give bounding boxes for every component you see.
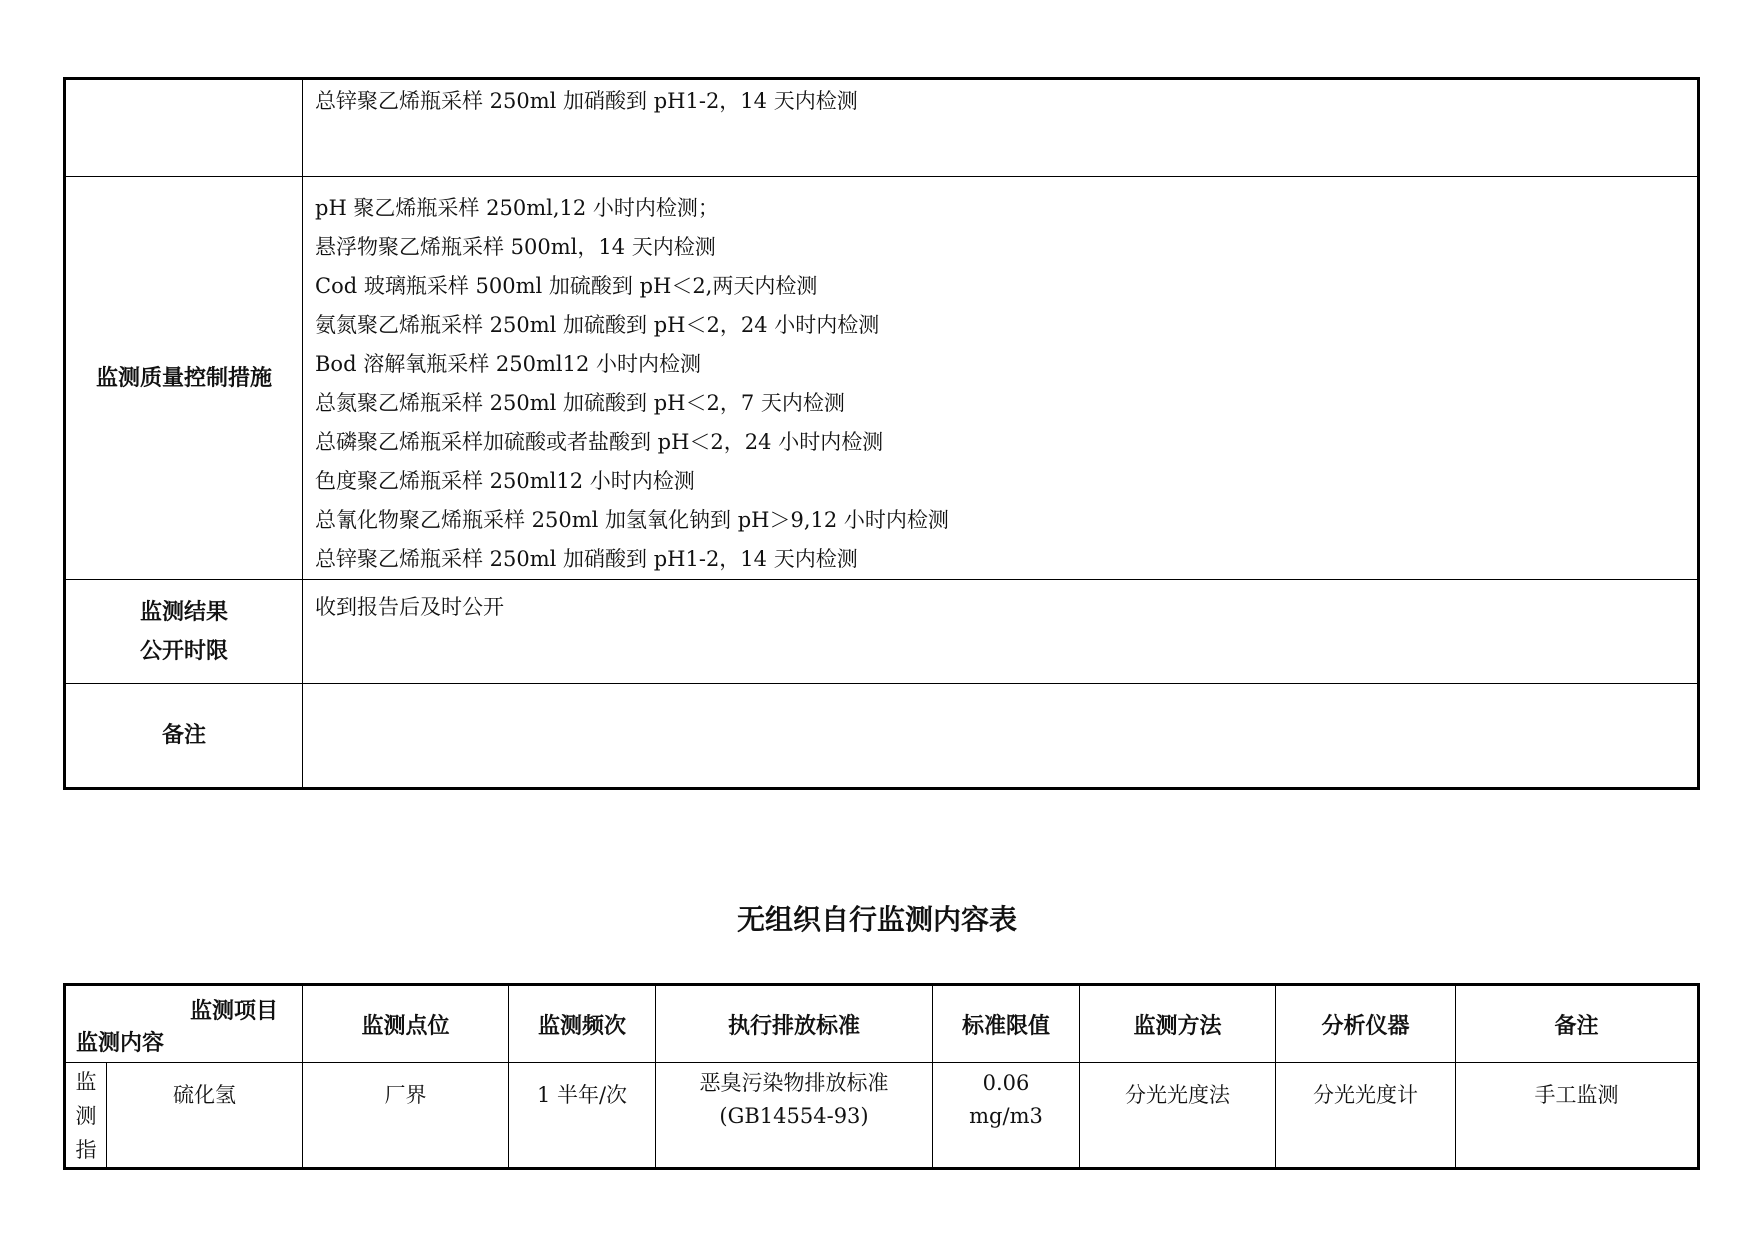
cell-frequency: 1 半年/次 bbox=[509, 1063, 656, 1169]
header-method: 监测方法 bbox=[1080, 985, 1276, 1063]
publication-content bbox=[303, 580, 1699, 684]
header-monitoring-content: 监测内容 bbox=[76, 1031, 165, 1056]
row-label-publication-deadline bbox=[65, 580, 303, 684]
content-line: 悬浮物聚乙烯瓶采样 500ml，14 天内检测 bbox=[315, 235, 716, 259]
table-title: 无组织自行监测内容表 bbox=[736, 903, 1017, 936]
side-char: 监 bbox=[75, 1070, 97, 1094]
header-limit: 标准限值 bbox=[933, 985, 1080, 1063]
content-line: 总锌聚乙烯瓶采样 250ml 加硝酸到 pH1-2，14 天内检测 bbox=[315, 89, 858, 113]
label-line: 公开时限 bbox=[139, 638, 228, 664]
unorganized-monitoring-table bbox=[63, 983, 1700, 1170]
content-line: 总氮聚乙烯瓶采样 250ml 加硫酸到 pH＜2，7 天内检测 bbox=[315, 391, 845, 415]
remark-content bbox=[303, 684, 1699, 789]
diagonal-header-cell bbox=[65, 985, 303, 1063]
limit-unit: mg/m3 bbox=[969, 1104, 1043, 1128]
content-line: 氨氮聚乙烯瓶采样 250ml 加硫酸到 pH＜2，24 小时内检测 bbox=[315, 313, 880, 337]
content-line: Bod 溶解氧瓶采样 250ml12 小时内检测 bbox=[315, 352, 701, 376]
row-label-remark: 备注 bbox=[65, 684, 303, 789]
row-label bbox=[65, 79, 303, 177]
cell-location: 厂界 bbox=[303, 1063, 509, 1169]
quality-control-table bbox=[63, 77, 1700, 790]
header-remark: 备注 bbox=[1456, 985, 1699, 1063]
row-label-quality-control: 监测质量控制措施 bbox=[65, 177, 303, 580]
table-row bbox=[65, 684, 1699, 789]
header-standard: 执行排放标准 bbox=[656, 985, 933, 1063]
cell-item: 硫化氢 bbox=[107, 1063, 303, 1169]
content-line: 收到报告后及时公开 bbox=[315, 595, 504, 619]
table-row bbox=[65, 580, 1699, 684]
side-char: 指 bbox=[75, 1138, 97, 1162]
limit-value: 0.06 bbox=[982, 1071, 1030, 1095]
content-line: 总磷聚乙烯瓶采样加硫酸或者盐酸到 pH＜2，24 小时内检测 bbox=[315, 430, 884, 454]
cell-method: 分光光度法 bbox=[1080, 1063, 1276, 1169]
header-location: 监测点位 bbox=[303, 985, 509, 1063]
content-line: 总氰化物聚乙烯瓶采样 250ml 加氢氧化钠到 pH＞9,12 小时内检测 bbox=[315, 508, 949, 532]
header-instrument: 分析仪器 bbox=[1276, 985, 1456, 1063]
content-line: 色度聚乙烯瓶采样 250ml12 小时内检测 bbox=[315, 469, 695, 493]
content-line: Cod 玻璃瓶采样 500ml 加硫酸到 pH＜2,两天内检测 bbox=[315, 274, 818, 298]
header-row bbox=[65, 985, 1699, 1063]
standard-code: (GB14554-93) bbox=[719, 1104, 869, 1128]
table-row bbox=[65, 79, 1699, 177]
cell-standard bbox=[656, 1063, 933, 1169]
content-line: 总锌聚乙烯瓶采样 250ml 加硝酸到 pH1-2，14 天内检测 bbox=[315, 547, 858, 571]
cell-limit bbox=[933, 1063, 1080, 1169]
quality-control-content bbox=[303, 177, 1699, 580]
side-label bbox=[65, 1063, 107, 1169]
content-line: pH 聚乙烯瓶采样 250ml,12 小时内检测； bbox=[315, 196, 719, 220]
header-monitoring-item: 监测项目 bbox=[189, 999, 278, 1024]
cell-remark: 手工监测 bbox=[1456, 1063, 1699, 1169]
side-char: 测 bbox=[75, 1104, 97, 1128]
cell-instrument: 分光光度计 bbox=[1276, 1063, 1456, 1169]
standard-line: 恶臭污染物排放标准 bbox=[699, 1071, 889, 1095]
header-frequency: 监测频次 bbox=[509, 985, 656, 1063]
table-row bbox=[65, 177, 1699, 580]
row-content bbox=[303, 79, 1699, 177]
label-line: 监测结果 bbox=[139, 599, 228, 625]
table-row bbox=[65, 1063, 1699, 1169]
